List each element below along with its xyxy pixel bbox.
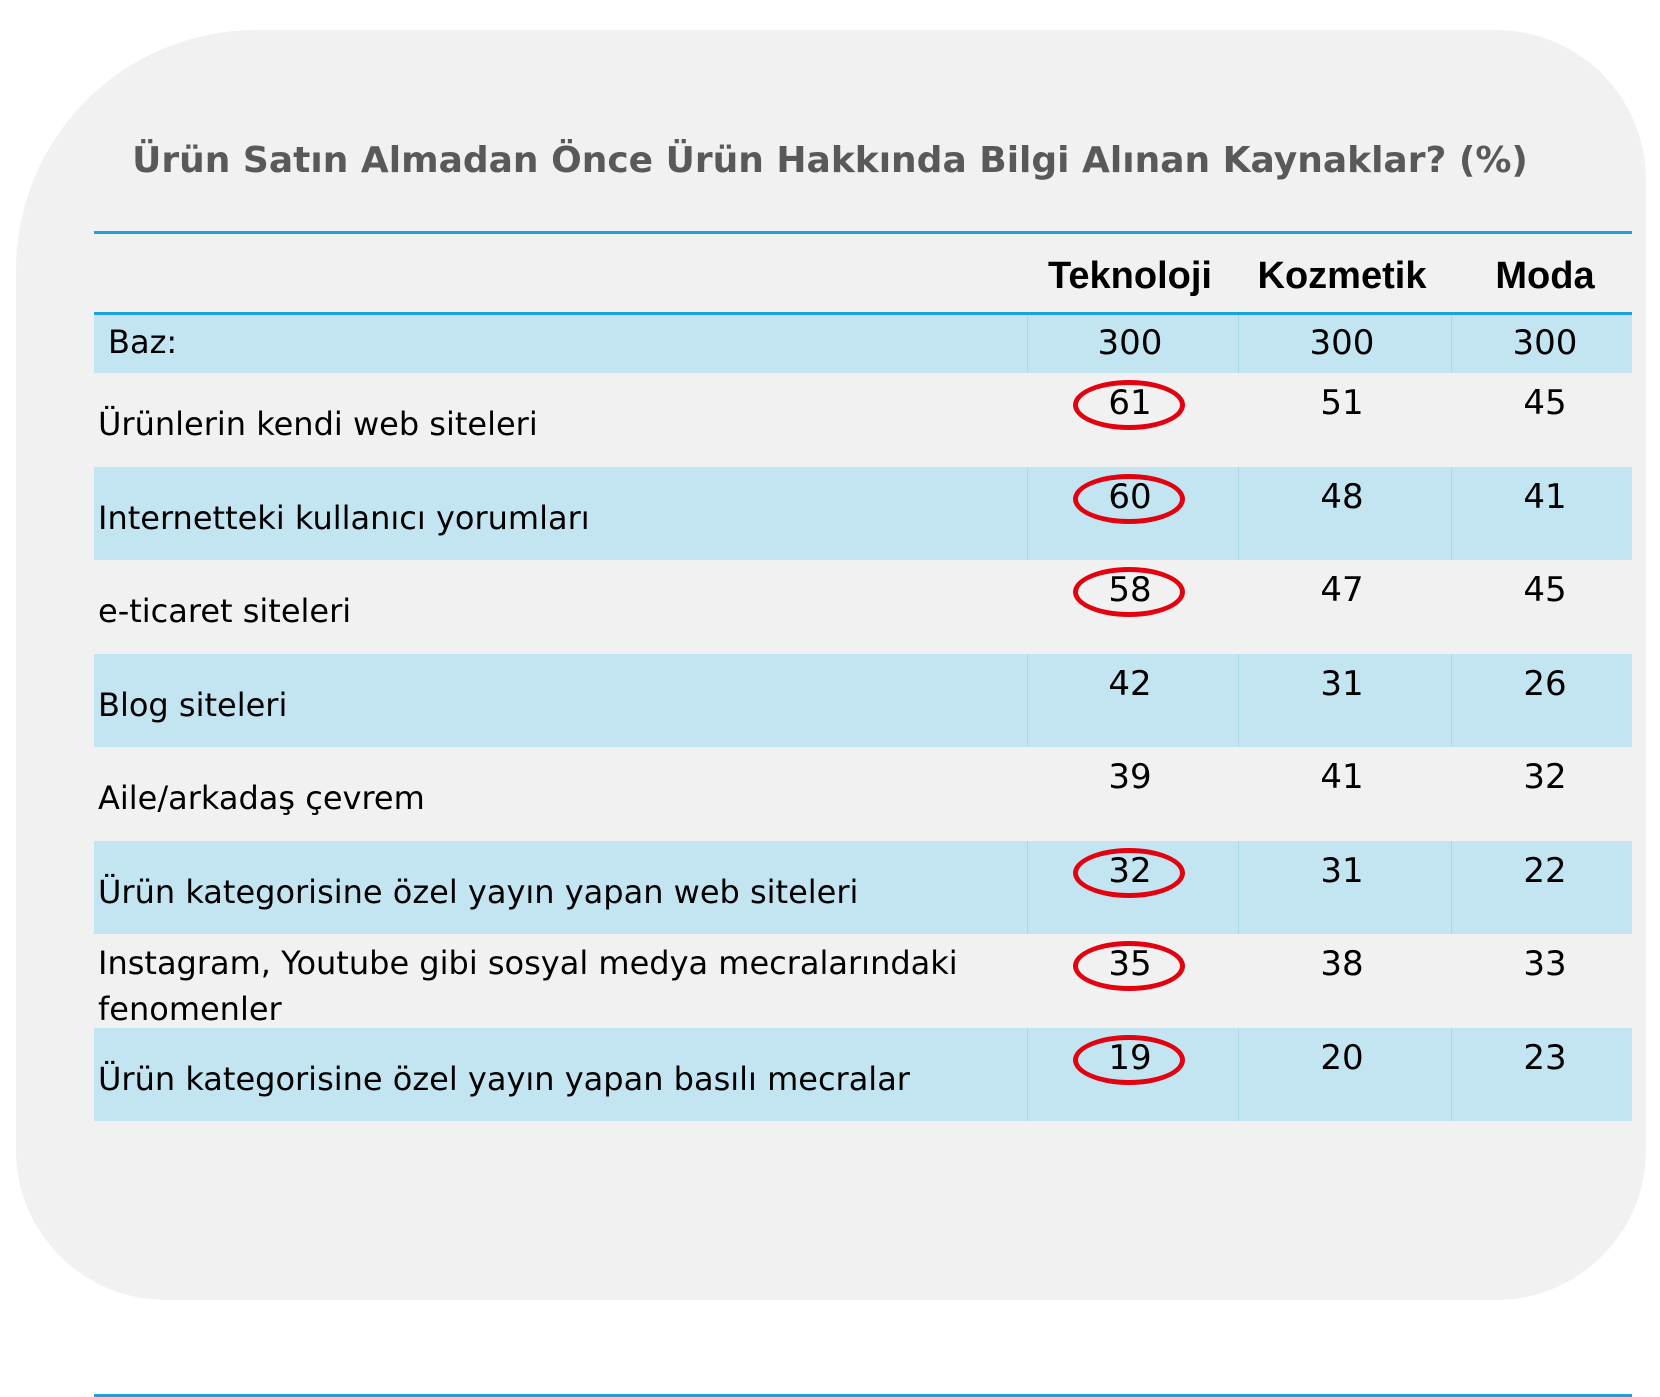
- value-cell: 33: [1523, 944, 1567, 984]
- value-cell: 20: [1320, 1038, 1364, 1078]
- value-cell: 31: [1320, 851, 1364, 891]
- table-row: [94, 654, 1632, 747]
- value-cell: 23: [1523, 1038, 1567, 1078]
- value-cell: 45: [1523, 383, 1567, 423]
- row-label-line: fenomenler: [98, 990, 282, 1028]
- table-row: [94, 373, 1632, 467]
- column-header-moda: Moda: [1495, 255, 1595, 297]
- table-row: [94, 934, 1632, 1028]
- value-cell: 300: [1097, 323, 1163, 363]
- value-cell: 45: [1523, 570, 1567, 610]
- highlight-circle: [1073, 1035, 1185, 1085]
- base-row: [94, 315, 1632, 373]
- highlight-circle: [1073, 848, 1185, 898]
- row-label: Ürün kategorisine özel yayın yapan basılı mecralar: [98, 1060, 910, 1098]
- value-cell: 61: [1108, 383, 1152, 423]
- highlight-circle: [1073, 380, 1185, 430]
- value-cell: 48: [1320, 477, 1364, 517]
- value-cell: 32: [1108, 851, 1152, 891]
- table-title: Ürün Satın Almadan Önce Ürün Hakkında Bilgi Alınan Kaynaklar? (%): [132, 140, 1528, 181]
- row-label: Aile/arkadaş çevrem: [98, 779, 425, 817]
- highlight-circle: [1073, 567, 1185, 617]
- highlight-circle: [1073, 474, 1185, 524]
- table-row: [94, 747, 1632, 841]
- table-row: [94, 841, 1632, 934]
- row-label: Blog siteleri: [98, 686, 288, 724]
- table-row: [94, 467, 1632, 560]
- row-label: Ürün kategorisine özel yayın yapan web siteleri: [98, 873, 859, 911]
- row-label: e-ticaret siteleri: [98, 592, 352, 630]
- highlight-circle: [1073, 941, 1185, 991]
- row-label: [98, 940, 958, 1032]
- value-cell: 41: [1523, 477, 1567, 517]
- value-cell: 300: [1512, 323, 1578, 363]
- value-cell: 22: [1523, 851, 1567, 891]
- value-cell: 42: [1108, 664, 1152, 704]
- row-label-line: Instagram, Youtube gibi sosyal medya mecralarındaki: [98, 944, 958, 982]
- value-cell: 47: [1320, 570, 1364, 610]
- value-cell: 35: [1108, 944, 1152, 984]
- value-cell: 31: [1320, 664, 1364, 704]
- value-cell: 26: [1523, 664, 1567, 704]
- value-cell: 60: [1108, 477, 1152, 517]
- value-cell: 38: [1320, 944, 1364, 984]
- value-cell: 41: [1320, 757, 1364, 797]
- base-label: Baz:: [108, 323, 178, 361]
- row-label: Internetteki kullanıcı yorumları: [98, 499, 590, 537]
- top-rule: [94, 231, 1632, 234]
- value-cell: 51: [1320, 383, 1364, 423]
- value-cell: 58: [1108, 570, 1152, 610]
- value-cell: 300: [1309, 323, 1375, 363]
- table-row: [94, 1028, 1632, 1121]
- value-cell: 39: [1108, 757, 1152, 797]
- value-cell: 32: [1523, 757, 1567, 797]
- table-row: [94, 560, 1632, 654]
- column-header-teknoloji: Teknoloji: [1048, 255, 1212, 297]
- column-header-kozmetik: Kozmetik: [1257, 255, 1427, 297]
- value-cell: 19: [1108, 1038, 1152, 1078]
- row-label: Ürünlerin kendi web siteleri: [98, 405, 538, 443]
